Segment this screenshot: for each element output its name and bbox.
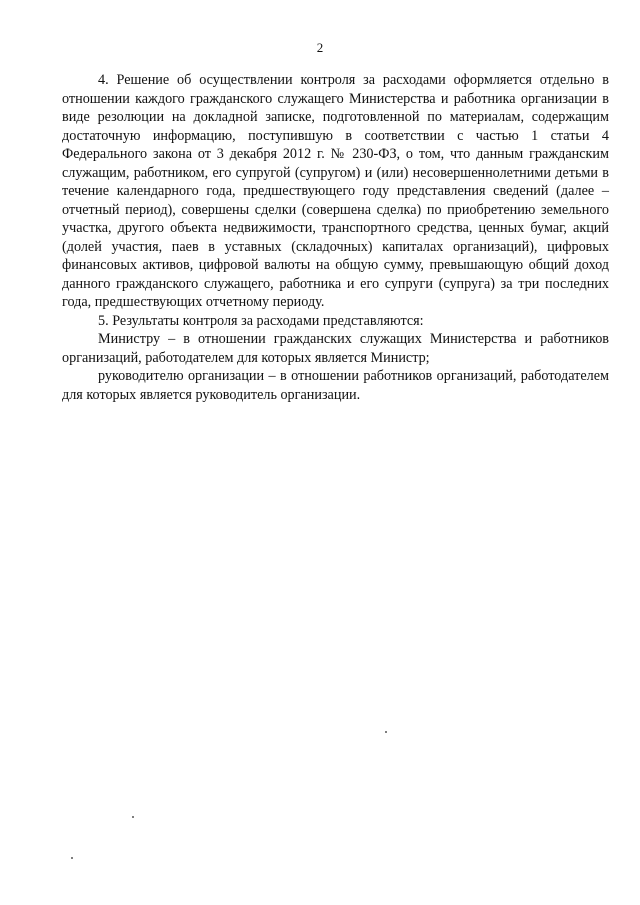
page-number: 2: [316, 40, 324, 55]
scan-speck: [71, 857, 73, 859]
document-body: [62, 71, 609, 404]
paragraph-item-4: 4. Решение об осуществлении контроля за расходами оформляется отдельно в отношении каждого гражданского служащего Министерства и работника организации в виде резолюции на докладной записке, подготовленной по материалам, содержащим достаточную информацию, поступившую в соответствии с частью 1 статьи 4 Федерального закона от 3 декабря 2012 г. № 230-ФЗ, о том, что данным гражданским служащим, работником, его супругой (супругом) и (или) несовершеннолетними детьми в течение календарного года, предшествующего году представления сведений (далее – отчетный период), совершены сделки (совершена сделка) по приобретению земельного участка, другого объекта недвижимости, транспортного средства, ценных бумаг, акций (долей участия, паев в уставных (складочных) капиталах организаций), цифровых финансовых активов, цифровой валюты на общую сумму, превышающую общий доход данного гражданского служащего, работника и его супруги (супруга) за три последних года, предшествующих отчетному периоду.: [62, 72, 609, 310]
scan-speck: [132, 816, 134, 818]
scan-speck: [385, 731, 387, 733]
paragraph-item-5: 5. Результаты контроля за расходами представляются:: [98, 312, 424, 329]
paragraph-minister-results: Министру – в отношении гражданских служащих Министерства и работников организаций, работодателем для которых является Министр;: [62, 331, 609, 366]
paragraph-head-of-organization-results: руководителю организации – в отношении работников организаций, работодателем для которых является руководитель организации.: [62, 368, 609, 403]
